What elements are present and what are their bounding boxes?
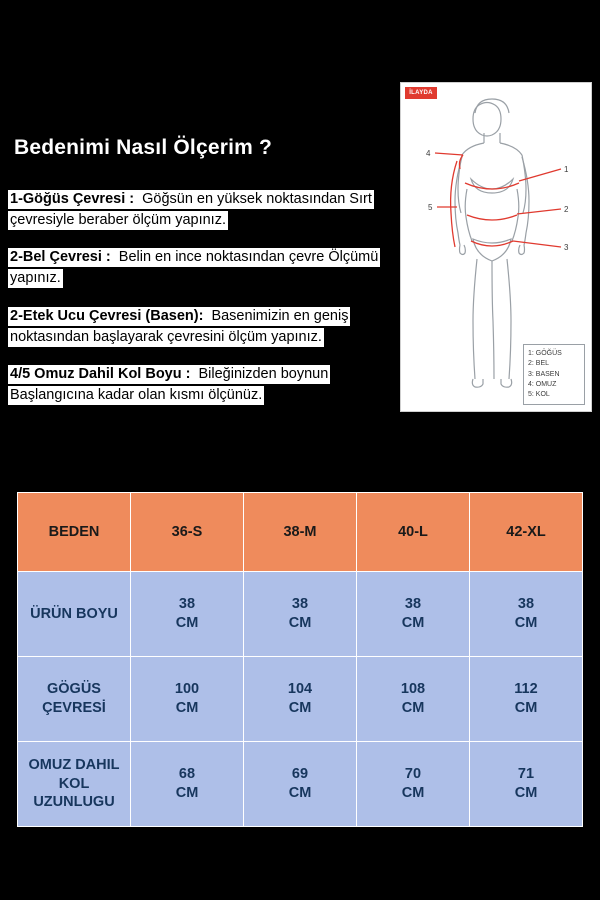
table-header-row <box>18 493 583 572</box>
marker-1: 1 <box>564 165 569 174</box>
cell-unit: CM <box>175 615 199 631</box>
body-measurement-diagram <box>400 82 592 412</box>
table-cell <box>131 657 244 742</box>
cell-value: 100 <box>174 681 200 698</box>
column-header-beden: BEDEN <box>18 493 131 572</box>
brand-badge: İLAYDA <box>405 87 437 99</box>
cell-unit: CM <box>401 700 425 716</box>
table-cell <box>131 742 244 827</box>
cell-unit: CM <box>288 785 312 801</box>
page-title: Bedenimi Nasıl Ölçerim ? <box>14 136 273 160</box>
instruction-item <box>8 246 400 288</box>
table-cell <box>470 572 583 657</box>
instruction-item <box>8 305 400 347</box>
cell-unit: CM <box>401 615 425 631</box>
table-cell <box>357 572 470 657</box>
row-label: GÖGÜS ÇEVRESİ <box>18 657 131 742</box>
cell-unit: CM <box>514 700 538 716</box>
cell-unit: CM <box>175 785 199 801</box>
cell-value: 68 <box>178 766 196 783</box>
table-cell <box>470 742 583 827</box>
row-label: ÜRÜN BOYU <box>18 572 131 657</box>
cell-value: 69 <box>291 766 309 783</box>
legend-item: 3: BASEN <box>528 370 560 378</box>
cell-unit: CM <box>514 785 538 801</box>
row-label: OMUZ DAHIL KOL UZUNLUGU <box>18 742 131 827</box>
cell-value: 38 <box>291 596 309 613</box>
table-cell <box>470 657 583 742</box>
legend-item: 1: GÖĞÜS <box>528 350 562 358</box>
table-row <box>18 572 583 657</box>
instruction-text: Belin en ince noktasından çevre Ölçümü yapınız. <box>10 249 379 287</box>
instruction-item <box>8 188 400 230</box>
table-cell <box>244 742 357 827</box>
table-row <box>18 742 583 827</box>
size-table <box>17 492 583 827</box>
cell-value: 38 <box>517 596 535 613</box>
instruction-text: Basenimizin en geniş noktasından başlayarak çevresini ölçüm yapınız. <box>10 307 349 345</box>
legend-item: 4: OMUZ <box>528 380 557 388</box>
table-cell <box>131 572 244 657</box>
instruction-lead: 2-Etek Ucu Çevresi (Basen): <box>10 307 204 324</box>
instruction-text: Göğsün en yüksek noktasından Sırt çevresiyle beraber ölçüm yapınız. <box>10 191 372 229</box>
legend-item: 2: BEL <box>528 360 550 368</box>
cell-value: 38 <box>178 596 196 613</box>
cell-unit: CM <box>288 615 312 631</box>
instruction-lead: 4/5 Omuz Dahil Kol Boyu : <box>10 365 191 382</box>
cell-unit: CM <box>514 615 538 631</box>
table-cell <box>244 572 357 657</box>
table-header <box>18 493 583 572</box>
legend-item: 5: KOL <box>528 390 550 398</box>
cell-value: 108 <box>400 681 426 698</box>
table-body <box>18 572 583 827</box>
table-cell <box>357 657 470 742</box>
table-cell <box>244 657 357 742</box>
instruction-lead: 2-Bel Çevresi : <box>10 249 111 266</box>
measurement-instructions <box>8 172 400 418</box>
diagram-legend <box>523 344 585 405</box>
marker-2: 2 <box>564 205 569 214</box>
marker-5: 5 <box>428 203 433 212</box>
table-cell <box>357 742 470 827</box>
instruction-item <box>8 363 400 405</box>
cell-unit: CM <box>175 700 199 716</box>
cell-value: 112 <box>514 681 538 698</box>
instruction-lead: 1-Göğüs Çevresi : <box>10 191 135 207</box>
marker-3: 3 <box>564 243 569 252</box>
column-header-40l: 40-L <box>357 493 470 572</box>
marker-4: 4 <box>426 149 431 158</box>
cell-value: 38 <box>404 596 422 613</box>
size-table-wrapper <box>17 492 583 827</box>
cell-unit: CM <box>401 785 425 801</box>
cell-value: 70 <box>404 766 422 783</box>
column-header-36s: 36-S <box>131 493 244 572</box>
cell-unit: CM <box>288 700 312 716</box>
column-header-42xl: 42-XL <box>470 493 583 572</box>
cell-value: 71 <box>517 766 535 783</box>
column-header-38m: 38-M <box>244 493 357 572</box>
instruction-text: Bileğinizden boynun Başlangıcına kadar olan kısmı ölçünüz. <box>10 365 329 403</box>
table-row <box>18 657 583 742</box>
cell-value: 104 <box>287 681 313 698</box>
